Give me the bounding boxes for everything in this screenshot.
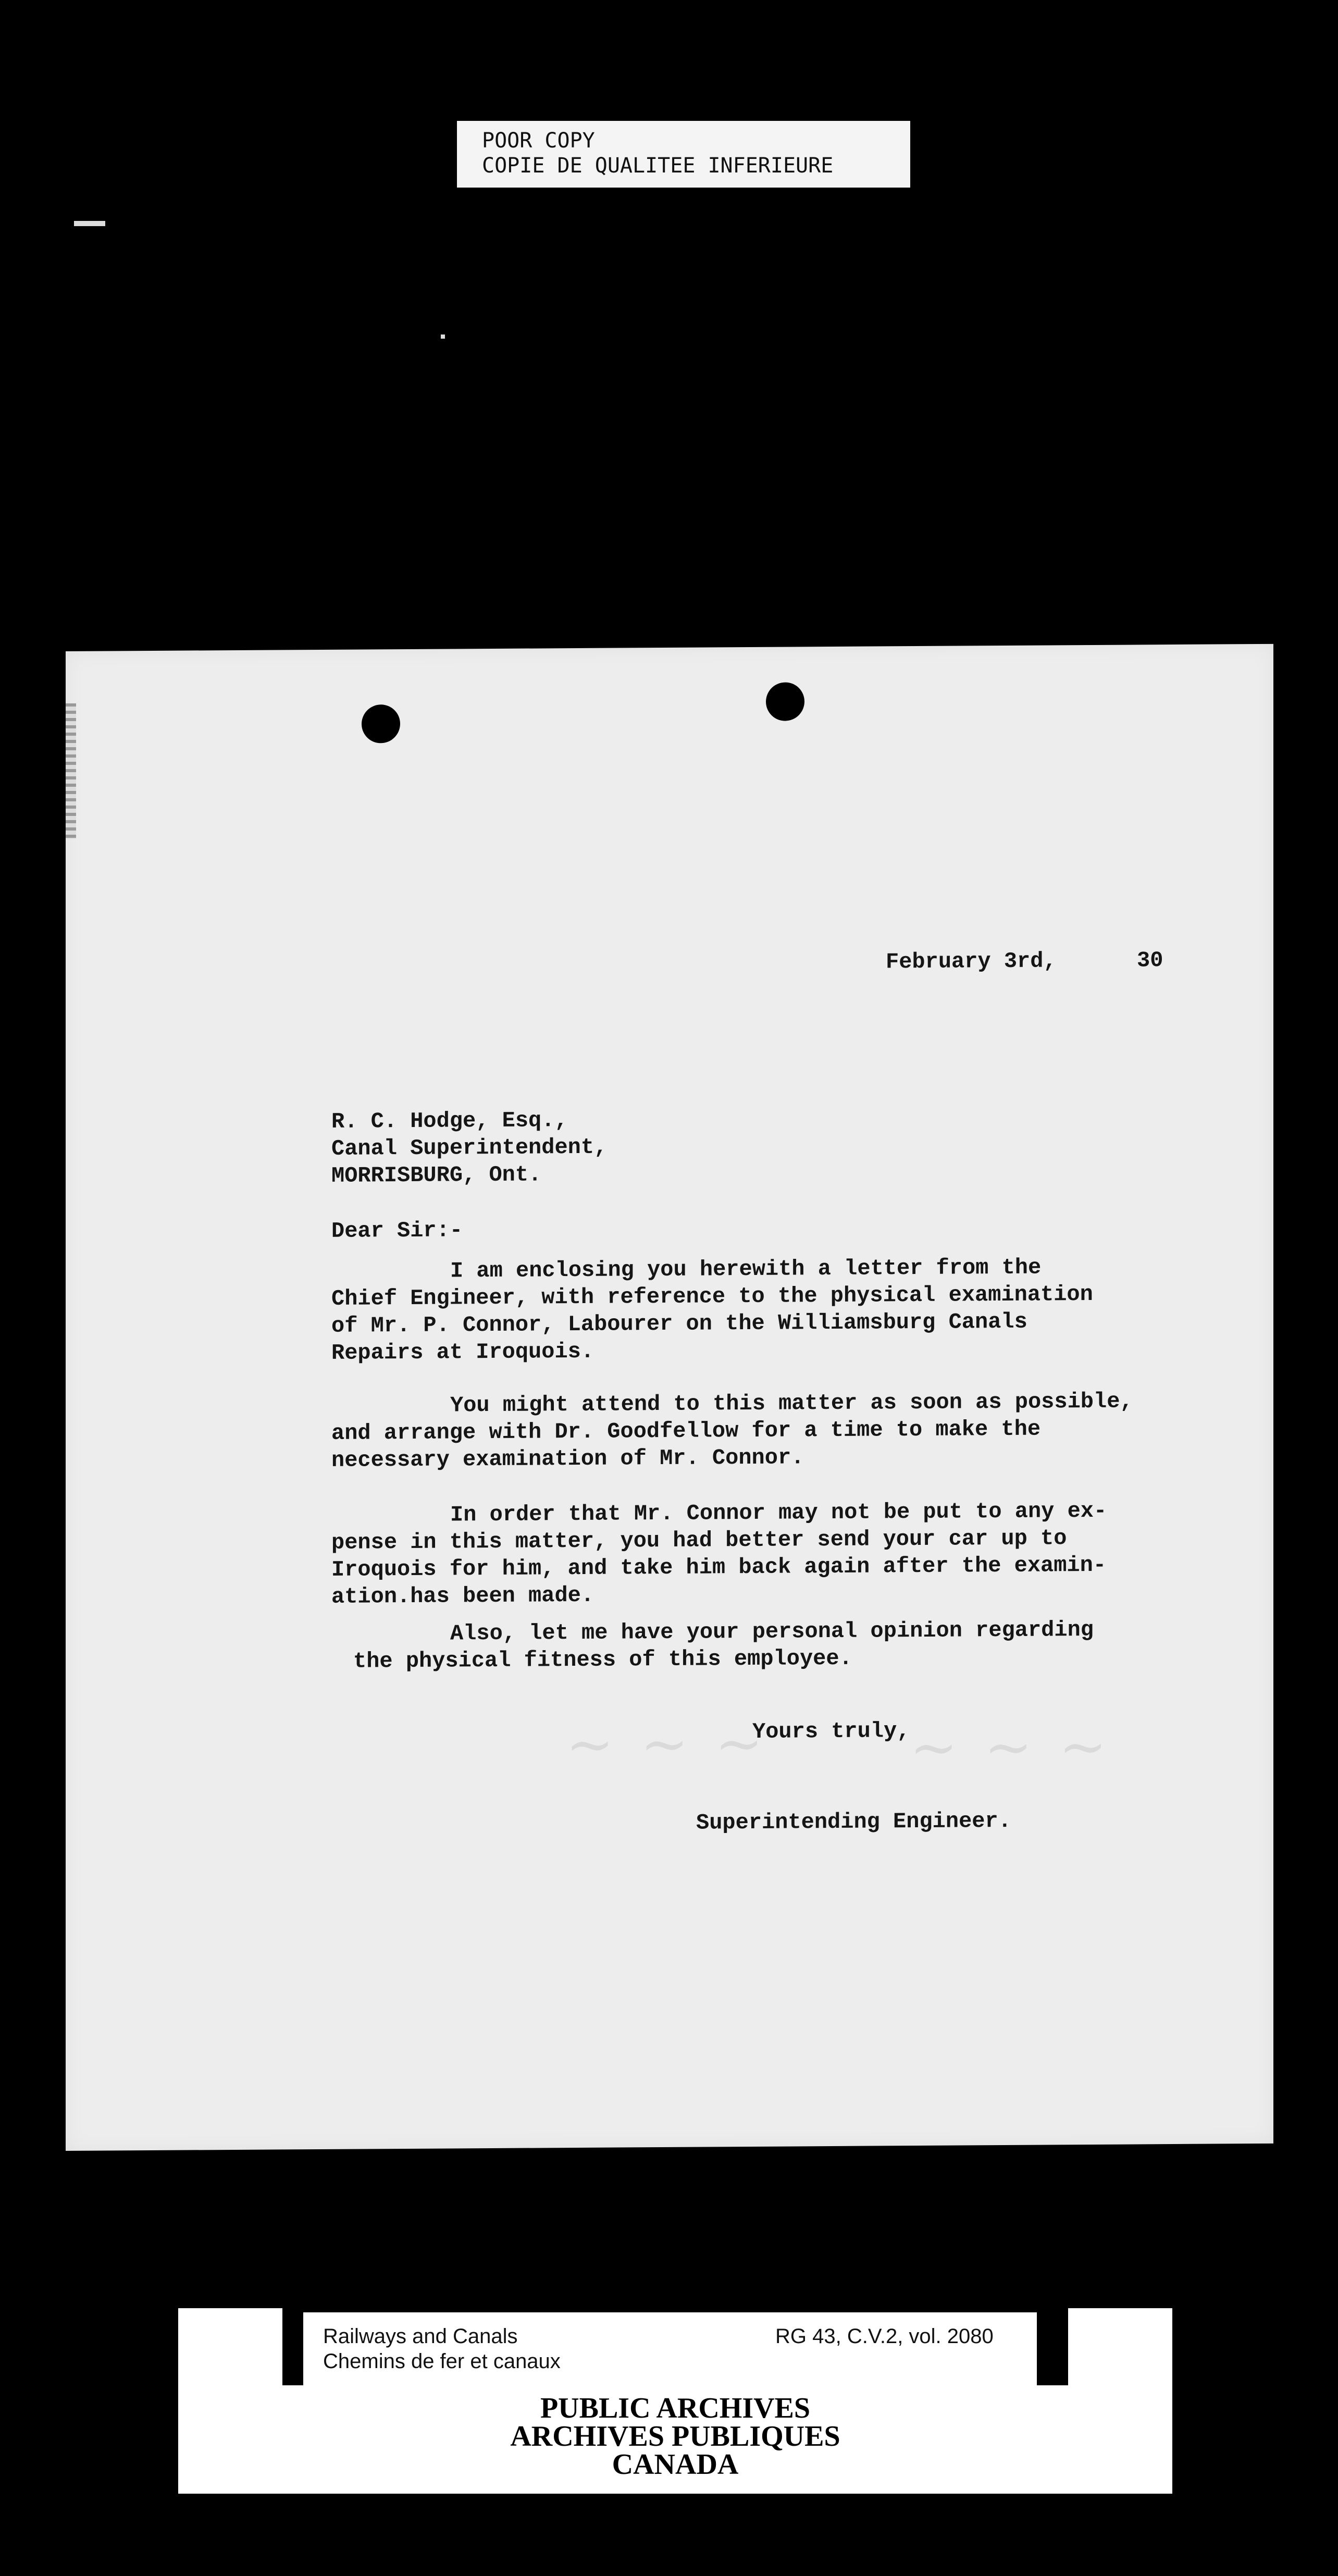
poor-copy-line-en: POOR COPY [482, 129, 595, 153]
recipient-line: MORRISBURG, Ont. [331, 1162, 542, 1188]
poor-copy-stamp [457, 121, 910, 188]
archives-title-en: PUBLIC ARCHIVES [540, 2392, 811, 2424]
paragraph-line: of Mr. P. Connor, Labourer on the Williamsburg Canals [331, 1309, 1027, 1339]
archive-reference-strip [282, 2308, 1068, 2385]
archives-title-fr: ARCHIVES PUBLIQUES [510, 2420, 840, 2453]
letter-date: February 3rd, [886, 948, 1057, 975]
signature-title: Superintending Engineer. [696, 1808, 1011, 1836]
paragraph-line: Chief Engineer, with reference to the physical examination [331, 1281, 1093, 1311]
paragraph-line: ation.has been made. [331, 1582, 594, 1609]
closing: Yours truly, [752, 1718, 910, 1744]
recipient-line: Canal Superintendent, [331, 1134, 608, 1161]
paragraph-line: You might attend to this matter as soon as possible, [450, 1389, 1133, 1418]
letter-year: 30 [1137, 948, 1163, 973]
paragraph-line: In order that Mr. Connor may not be put to any ex- [450, 1498, 1107, 1528]
archive-reference-box [303, 2312, 1037, 2385]
punch-hole-left [362, 704, 400, 743]
paragraph-line: Repairs at Iroquois. [331, 1339, 594, 1366]
film-speck [74, 221, 105, 226]
poor-copy-line-fr: COPIE DE QUALITEE INFERIEURE [482, 154, 834, 178]
paragraph-line: Also, let me have your personal opinion regarding [450, 1617, 1094, 1646]
collection-name-en: Railways and Canals [323, 2325, 518, 2348]
archives-title-country: CANADA [612, 2448, 739, 2481]
paragraph-line: and arrange with Dr. Goodfellow for a time to make the [331, 1416, 1041, 1446]
archives-title [178, 2394, 1172, 2479]
bleed-through-ghost: ~ ~ ~ [910, 1713, 1111, 1781]
paragraph-line: Iroquois for him, and take him back again after the examin- [331, 1552, 1107, 1582]
page-edge-mark [66, 703, 76, 839]
archive-label-card [178, 2308, 1172, 2494]
bleed-through-ghost: ~ ~ ~ [566, 1710, 767, 1778]
paragraph-line: necessary examination of Mr. Connor. [331, 1445, 804, 1473]
paragraph-line: pense in this matter, you had better send your car up to [331, 1526, 1067, 1555]
letter-page [66, 644, 1273, 2151]
paragraph-line: the physical fitness of this employee. [353, 1645, 852, 1674]
collection-name-fr: Chemins de fer et canaux [323, 2350, 561, 2373]
salutation: Dear Sir:- [331, 1218, 463, 1244]
paragraph-line: I am enclosing you herewith a letter from the [450, 1255, 1042, 1284]
archive-reference: RG 43, C.V.2, vol. 2080 [775, 2325, 994, 2348]
recipient-line: R. C. Hodge, Esq., [331, 1108, 568, 1134]
film-speck [441, 335, 445, 339]
punch-hole-right [766, 682, 804, 721]
